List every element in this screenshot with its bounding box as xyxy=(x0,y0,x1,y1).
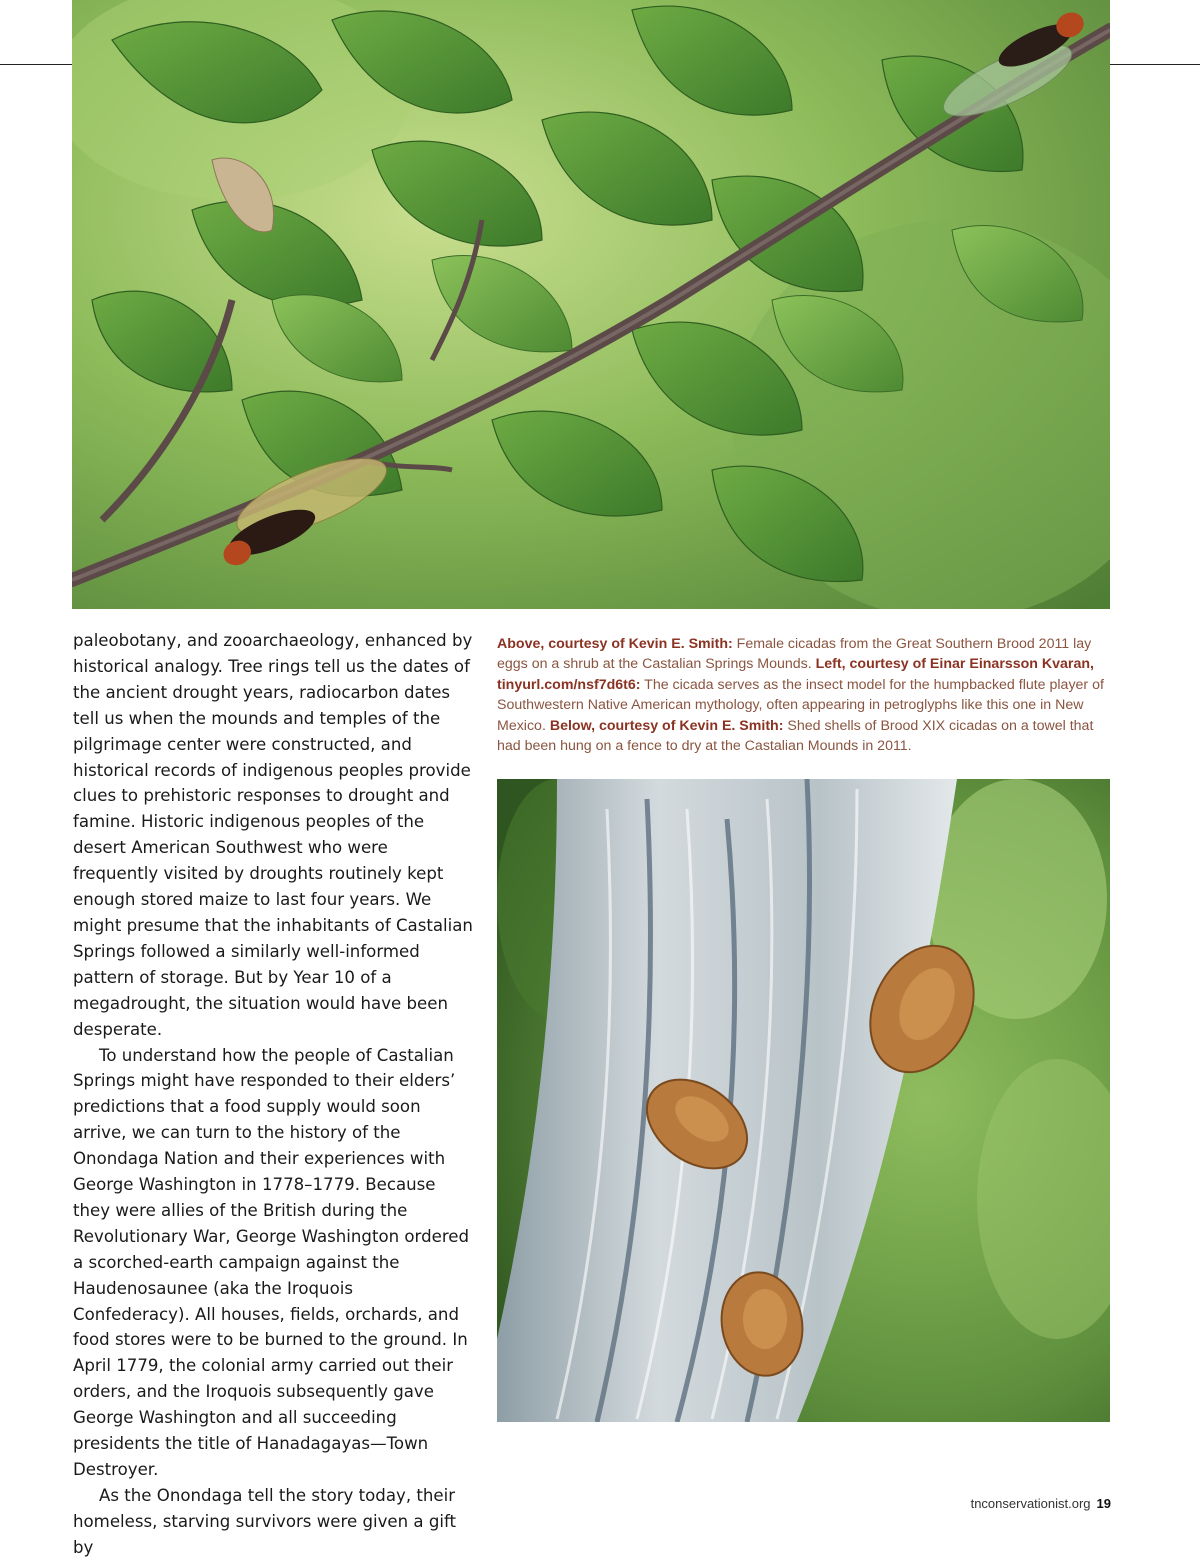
cicadas-on-branch-photo xyxy=(72,0,1110,609)
caption-below-label: Below, courtesy of Kevin E. Smith: xyxy=(549,717,784,734)
page-number: 19 xyxy=(1096,1496,1111,1511)
body-paragraph-1: paleobotany, and zooarchaeology, enhanced by historical analogy. Tree rings tell us the dates of the ancient drought years, radiocarbon dates tell us when the mounds and temples of the pilgrimage center were constructed, and historical records of indigenous peoples provide clues to prehistoric responses to drought and famine. Historic indigenous peoples of the desert American Southwest who were frequently visited by droughts routinely kept enough stored maize to last four years. We might presume that the inhabitants of Castalian Springs followed a similarly well-informed pattern of storage. But by Year 10 of a megadrought, the situation would have been desperate. xyxy=(73,631,473,1039)
caption-below-text: Shed shells of Brood XIX cicadas on a towel that had been hung on a fence to dry at the Castalian Mounds in 2011. xyxy=(497,717,1094,755)
body-paragraph-2: To understand how the people of Castalian Springs might have responded to their elders’ predictions that a food supply would soon arrive, we can turn to the history of the Onondaga Nation and their experiences with George Washington in 1778–1779. Because they were allies of the British during the Revolutionary War, George Washington ordered a scorched-earth campaign against the Haudenosaunee (aka the Iroquois Confederacy). All houses, fields, orchards, and food stores were to be burned to the ground. In April 1779, the colonial army carried out their orders, and the Iroquois subsequently gave George Washington and all succeeding presidents the title of Hanadagayas—Town Destroyer. xyxy=(73,1045,470,1479)
caption-above-label: Above, courtesy of Kevin E. Smith: xyxy=(497,636,733,652)
page-footer xyxy=(971,1496,1111,1511)
caption-left-text: The cicada serves as the insect model for the humpbacked flute player of Southwestern Native American mythology, often appearing in petroglyphs like this one in New Mexico. xyxy=(497,676,1104,734)
caption-text xyxy=(497,634,1111,756)
body-paragraph-3: As the Onondaga tell the story today, their homeless, starving survivors were given a gift by xyxy=(73,1485,457,1557)
header-rule-left xyxy=(0,64,72,65)
caption-above-text: Female cicadas from the Great Southern Brood 2011 lay eggs on a shrub at the Castalian Springs Mounds. xyxy=(497,636,1092,673)
article-body xyxy=(73,628,473,1561)
footer-site: tnconservationist.org xyxy=(970,1496,1091,1511)
header-rule-right xyxy=(1110,64,1200,65)
caption-left-label: Left, courtesy of Einar Einarsson Kvaran, tinyurl.com/nsf7d6t6: xyxy=(497,656,1094,693)
cicada-shells-on-towel-photo xyxy=(497,779,1110,1422)
photo-caption xyxy=(497,634,1111,756)
